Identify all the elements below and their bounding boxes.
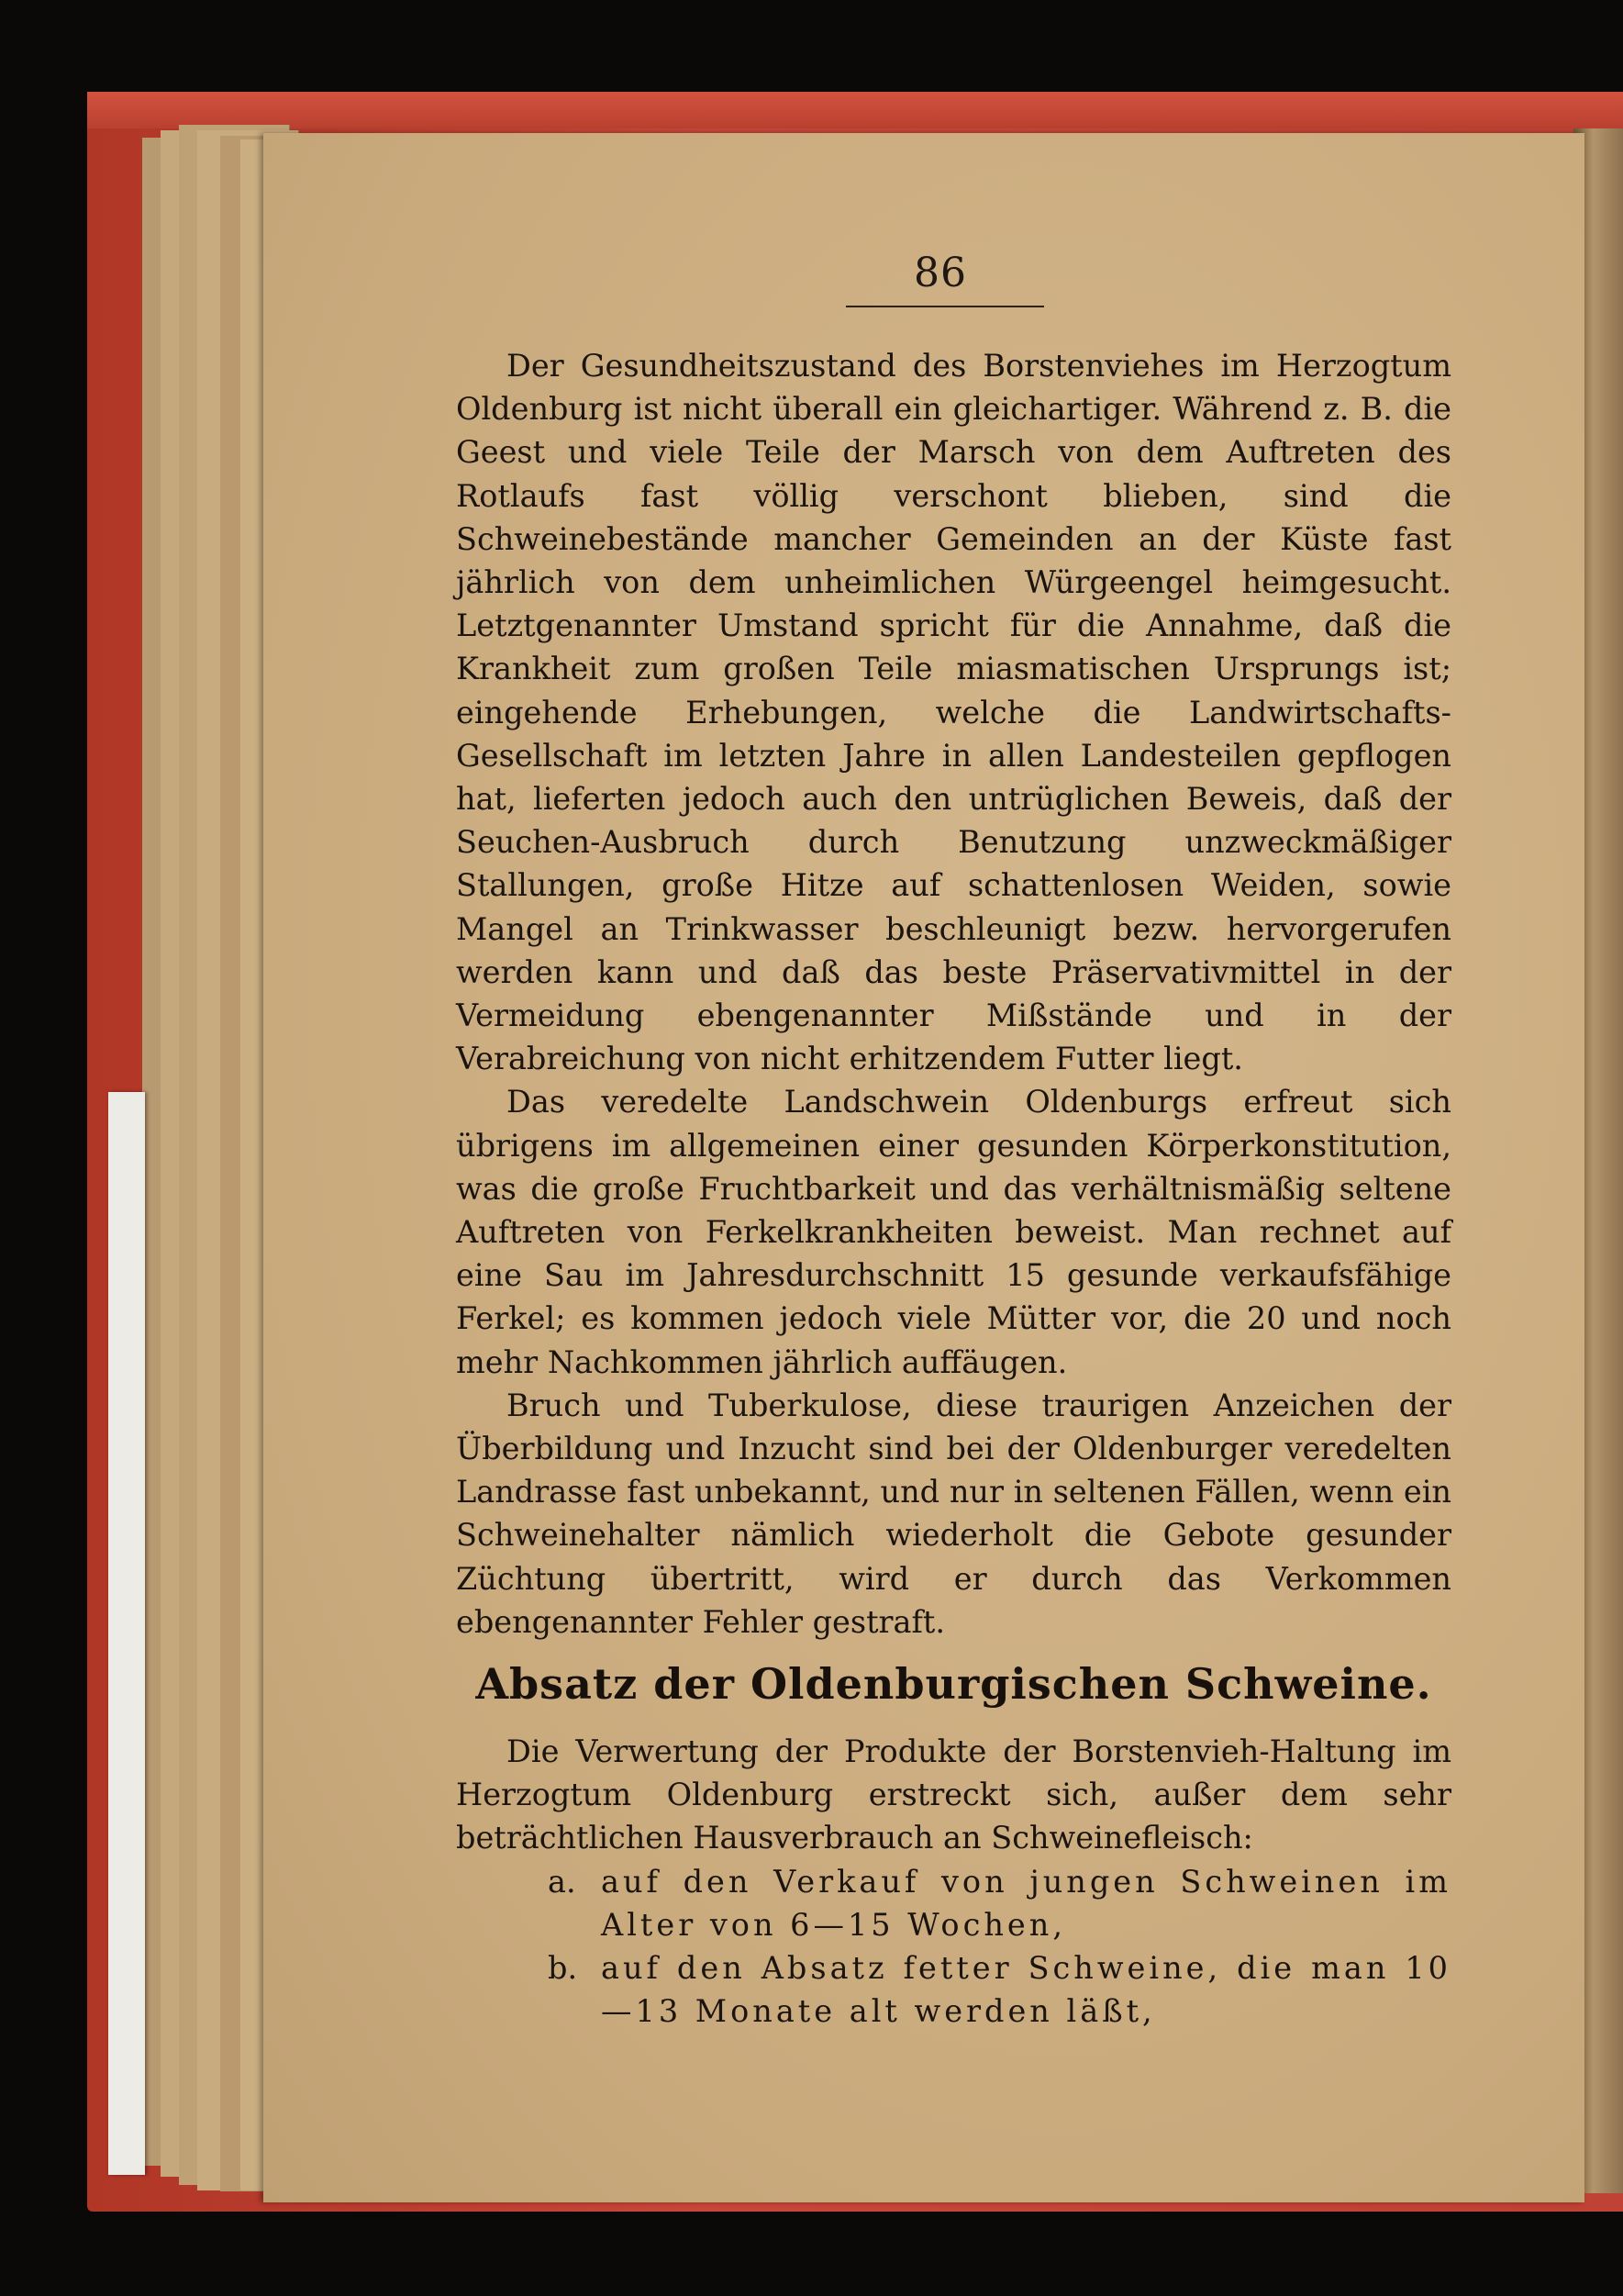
list-item: [456, 1946, 1451, 2033]
body-text: [456, 344, 1451, 1644]
list-item-text: auf den Absatz fetter Schweine, die man 10—13 Monate alt werden läßt,: [601, 1950, 1451, 2030]
section-intro: Die Verwertung der Produkte der Borstenvieh-Haltung im Herzogtum Oldenburg erstreckt sich, außer dem sehr beträchtlichen Hausverbrauch an Schweinefleisch:: [456, 1733, 1451, 1856]
paragraph: Das veredelte Landschwein Oldenburgs erfreut sich übrigens im allgemeinen einer gesunden Körperkonstitution, was die große Fruchtbarkeit und das verhältnismäßig seltene Auftreten von Ferkelkrankheiten beweist. Man rechnet auf eine Sau im Jahresdurchschnitt 15 gesunde verkaufsfähige Ferkel; es kommen jedoch viele Mütter vor, die 20 und noch mehr Nachkommen jährlich auffäugen.: [456, 1084, 1451, 1380]
list-marker: b.: [548, 1950, 578, 1987]
page-number-rule: [846, 306, 1044, 307]
book-cover-top-edge: [87, 92, 1623, 128]
paragraph: Bruch und Tuberkulose, diese traurigen Anzeichen der Überbildung und Inzucht sind bei der Oldenburger veredelten Landrasse fast unbekannt, und nur in seltenen Fällen, wenn ein Schweinehalter nämlich wiederholt die Gebote gesunder Züchtung übertritt, wird er durch das Verkommen ebengenannter Fehler gestraft.: [456, 1387, 1451, 1640]
section-heading: Absatz der Oldenburgischen Schweine.: [475, 1659, 1432, 1709]
page-number: 86: [914, 250, 967, 296]
paragraph: Der Gesundheitszustand des Borstenviehes im Herzogtum Oldenburg ist nicht überall ein gleichartiger. Während z. B. die Geest und viele Teile der Marsch von dem Auftreten des Rotlaufs fast völlig verschont blieben, sind die Schweinebestände mancher Gemeinden an der Küste fast jährlich von dem unheimlichen Würgeengel heimgesucht. Letztgenannter Umstand spricht für die Annahme, daß die Krankheit zum großen Teile miasmatischen Ursprungs ist; eingehende Erhebungen, welche die Landwirtschafts-Gesellschaft im letzten Jahre in allen Landesteilen gepflogen hat, lieferten jedoch auch den untrüglichen Beweis, daß der Seuchen-Ausbruch durch Benutzung unzweckmäßiger Stallungen, große Hitze auf schattenlosen Weiden, sowie Mangel an Trinkwasser beschleunigt bezw. hervorgerufen werden kann und daß das beste Präservativmittel in der Vermeidung ebengenannter Mißstände und in der Verabreichung von nicht erhitzendem Futter liegt.: [456, 348, 1451, 1077]
list-item: [456, 1860, 1451, 1946]
section-body: [456, 1730, 1451, 2033]
list-marker: a.: [548, 1863, 576, 1900]
list-item-text: auf den Verkauf von jungen Schweinen im Alter von 6—15 Wochen,: [601, 1863, 1451, 1943]
item-list: [456, 1860, 1451, 2034]
bookmark-strip: [108, 1092, 145, 2175]
